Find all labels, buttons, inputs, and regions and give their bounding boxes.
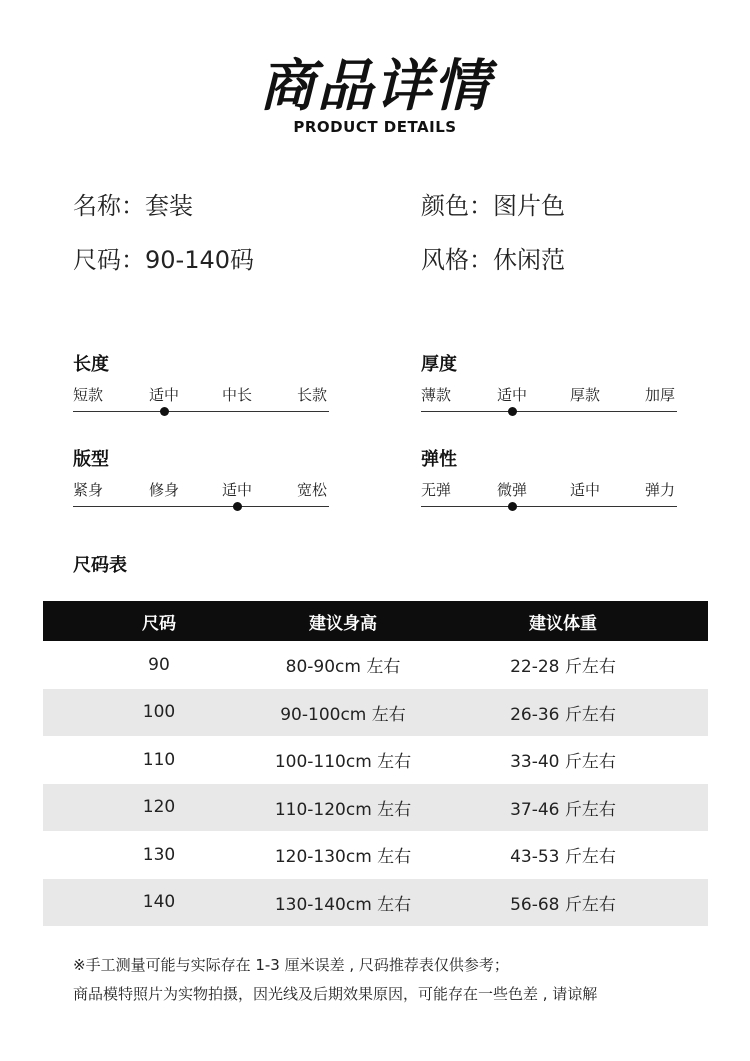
attr-fit-marker — [233, 502, 242, 511]
cell-weight: 22-28 斤左右 — [510, 657, 616, 678]
note-measurement: ※手工测量可能与实际存在 1-3 厘米误差 , 尺码推荐表仅供参考； — [73, 956, 509, 974]
table-row — [43, 879, 708, 927]
cell-height: 80-90cm 左右 — [285, 657, 401, 678]
attr-elasticity-option: 弹力 — [645, 481, 676, 499]
attr-fit-option: 修身 — [149, 481, 180, 499]
attr-length-options — [73, 384, 329, 404]
attr-thickness-scale — [421, 411, 677, 412]
table-row — [43, 784, 708, 832]
cell-height: 130-140cm 左右 — [274, 894, 412, 915]
info-style: 风格：休闲范 — [421, 246, 565, 274]
attr-thickness-option: 适中 — [497, 386, 528, 404]
cell-size: 100 — [142, 702, 176, 723]
attr-elasticity — [421, 445, 677, 515]
attr-length-option: 中长 — [222, 386, 253, 404]
attr-thickness-title: 厚度 — [421, 354, 457, 375]
attr-length-title: 长度 — [73, 354, 109, 375]
info-color: 颜色：图片色 — [421, 192, 565, 220]
cell-weight: 56-68 斤左右 — [510, 894, 616, 915]
attr-thickness-marker — [508, 407, 517, 416]
info-name: 名称：套装 — [73, 192, 193, 220]
attr-fit-option: 宽松 — [297, 481, 328, 499]
table-row — [43, 736, 708, 784]
attr-elasticity-title: 弹性 — [421, 449, 457, 470]
attr-length-option: 长款 — [297, 386, 328, 404]
header-size: 尺码 — [142, 613, 176, 634]
attr-length — [73, 350, 329, 420]
attr-fit-option: 适中 — [222, 481, 253, 499]
attr-elasticity-scale — [421, 506, 677, 507]
attr-thickness-option: 薄款 — [421, 386, 452, 404]
attr-elasticity-options — [421, 479, 677, 499]
page-subtitle: PRODUCT DETAILS — [293, 118, 457, 136]
info-size: 尺码：90-140码 — [73, 246, 255, 274]
attr-length-marker — [160, 407, 169, 416]
table-row — [43, 689, 708, 737]
note-color-difference: 商品模特照片为实物拍摄，因光线及后期效果原因，可能存在一些色差 , 请谅解 — [73, 985, 598, 1003]
cell-weight: 37-46 斤左右 — [510, 799, 616, 820]
attr-fit — [73, 445, 329, 515]
attr-elasticity-option: 适中 — [570, 481, 601, 499]
cell-size: 120 — [142, 797, 176, 818]
attr-fit-option: 紧身 — [73, 481, 104, 499]
attr-thickness-option: 厚款 — [570, 386, 601, 404]
attr-elasticity-option: 微弹 — [497, 481, 528, 499]
attr-thickness — [421, 350, 677, 420]
cell-weight: 26-36 斤左右 — [510, 704, 616, 725]
cell-height: 110-120cm 左右 — [274, 799, 412, 820]
cell-height: 90-100cm 左右 — [280, 704, 406, 725]
attr-length-option: 短款 — [73, 386, 104, 404]
attr-length-option: 适中 — [149, 386, 180, 404]
attr-thickness-option: 加厚 — [645, 386, 676, 404]
attr-length-scale — [73, 411, 329, 412]
cell-weight: 43-53 斤左右 — [510, 847, 616, 868]
header-height: 建议身高 — [309, 613, 377, 634]
table-row — [43, 641, 708, 689]
cell-size: 130 — [142, 844, 176, 865]
cell-size: 140 — [142, 892, 176, 913]
table-row — [43, 831, 708, 879]
cell-size: 110 — [142, 749, 176, 770]
size-table-title: 尺码表 — [73, 555, 127, 576]
attr-fit-scale — [73, 506, 329, 507]
attr-fit-options — [73, 479, 329, 499]
header-weight: 建议体重 — [529, 613, 597, 634]
size-table-header — [43, 601, 708, 641]
attr-fit-title: 版型 — [73, 449, 109, 470]
page-title: 商品详情 — [259, 54, 491, 119]
cell-height: 120-130cm 左右 — [274, 847, 412, 868]
attr-elasticity-option: 无弹 — [421, 481, 452, 499]
cell-size: 90 — [148, 654, 170, 675]
cell-height: 100-110cm 左右 — [274, 752, 412, 773]
cell-weight: 33-40 斤左右 — [510, 752, 616, 773]
attr-elasticity-marker — [508, 502, 517, 511]
size-table — [43, 601, 708, 926]
attr-thickness-options — [421, 384, 677, 404]
